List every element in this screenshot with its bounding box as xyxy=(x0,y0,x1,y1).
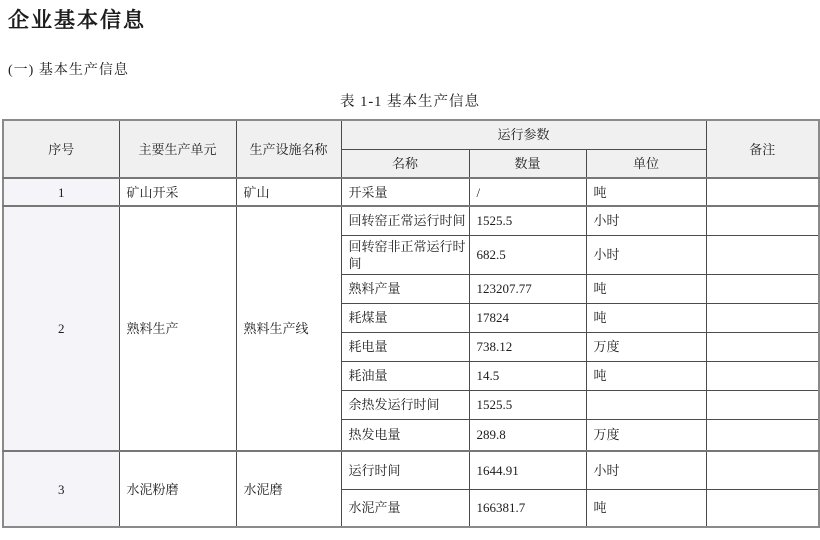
header-seq: 序号 xyxy=(3,120,119,178)
param-quantity-cell: 17824 xyxy=(469,303,586,332)
param-name-cell: 余热发运行时间 xyxy=(341,390,469,419)
param-name-cell: 热发电量 xyxy=(341,419,469,451)
header-production-unit: 主要生产单元 xyxy=(119,120,236,178)
production-unit-cell: 水泥粉磨 xyxy=(119,451,236,527)
param-unit-cell: 万度 xyxy=(586,419,706,451)
param-name-cell: 运行时间 xyxy=(341,451,469,489)
facility-name-cell: 矿山 xyxy=(236,178,341,206)
param-quantity-cell: 289.8 xyxy=(469,419,586,451)
param-unit-cell: 小时 xyxy=(586,235,706,274)
header-param-name: 名称 xyxy=(341,149,469,178)
param-name-cell: 回转窑正常运行时间 xyxy=(341,206,469,235)
table-row xyxy=(3,178,819,206)
remark-cell xyxy=(706,361,819,390)
param-name-cell: 熟料产量 xyxy=(341,274,469,303)
param-name-cell: 回转窑非正常运行时间 xyxy=(341,235,469,274)
param-quantity-cell: 1525.5 xyxy=(469,390,586,419)
remark-cell xyxy=(706,178,819,206)
facility-name-cell: 水泥磨 xyxy=(236,451,341,527)
table-row xyxy=(3,451,819,489)
param-unit-cell: 万度 xyxy=(586,332,706,361)
remark-cell xyxy=(706,451,819,489)
param-unit-cell xyxy=(586,390,706,419)
table-caption: 表 1-1 基本生产信息 xyxy=(339,94,481,110)
section-heading: (一) 基本生产信息 xyxy=(8,63,129,78)
production-unit-cell: 熟料生产 xyxy=(119,206,236,451)
param-quantity-cell: / xyxy=(469,178,586,206)
remark-cell xyxy=(706,489,819,527)
param-unit-cell: 吨 xyxy=(586,274,706,303)
remark-cell xyxy=(706,419,819,451)
header-facility-name: 生产设施名称 xyxy=(236,120,341,178)
table-header xyxy=(3,120,819,178)
param-unit-cell: 吨 xyxy=(586,489,706,527)
seq-cell: 2 xyxy=(3,206,119,451)
param-unit-cell: 小时 xyxy=(586,206,706,235)
param-unit-cell: 小时 xyxy=(586,451,706,489)
param-quantity-cell: 1525.5 xyxy=(469,206,586,235)
remark-cell xyxy=(706,206,819,235)
remark-cell xyxy=(706,303,819,332)
header-row-1 xyxy=(3,120,819,149)
facility-name-cell: 熟料生产线 xyxy=(236,206,341,451)
param-quantity-cell: 123207.77 xyxy=(469,274,586,303)
seq-cell: 3 xyxy=(3,451,119,527)
param-name-cell: 耗电量 xyxy=(341,332,469,361)
header-param-quantity: 数量 xyxy=(469,149,586,178)
remark-cell xyxy=(706,332,819,361)
remark-cell xyxy=(706,235,819,274)
param-name-cell: 耗煤量 xyxy=(341,303,469,332)
table-body xyxy=(3,178,819,527)
header-param-unit: 单位 xyxy=(586,149,706,178)
param-name-cell: 耗油量 xyxy=(341,361,469,390)
param-quantity-cell: 738.12 xyxy=(469,332,586,361)
basic-production-info-table xyxy=(2,119,820,528)
param-unit-cell: 吨 xyxy=(586,178,706,206)
param-quantity-cell: 1644.91 xyxy=(469,451,586,489)
remark-cell xyxy=(706,390,819,419)
param-unit-cell: 吨 xyxy=(586,303,706,332)
production-unit-cell: 矿山开采 xyxy=(119,178,236,206)
page-title: 企业基本信息 xyxy=(8,8,146,32)
param-quantity-cell: 14.5 xyxy=(469,361,586,390)
seq-cell: 1 xyxy=(3,178,119,206)
param-name-cell: 开采量 xyxy=(341,178,469,206)
param-quantity-cell: 166381.7 xyxy=(469,489,586,527)
param-quantity-cell: 682.5 xyxy=(469,235,586,274)
param-unit-cell: 吨 xyxy=(586,361,706,390)
param-name-cell: 水泥产量 xyxy=(341,489,469,527)
remark-cell xyxy=(706,274,819,303)
header-remarks: 备注 xyxy=(706,120,819,178)
table-row xyxy=(3,206,819,235)
header-operating-params: 运行参数 xyxy=(341,120,706,149)
